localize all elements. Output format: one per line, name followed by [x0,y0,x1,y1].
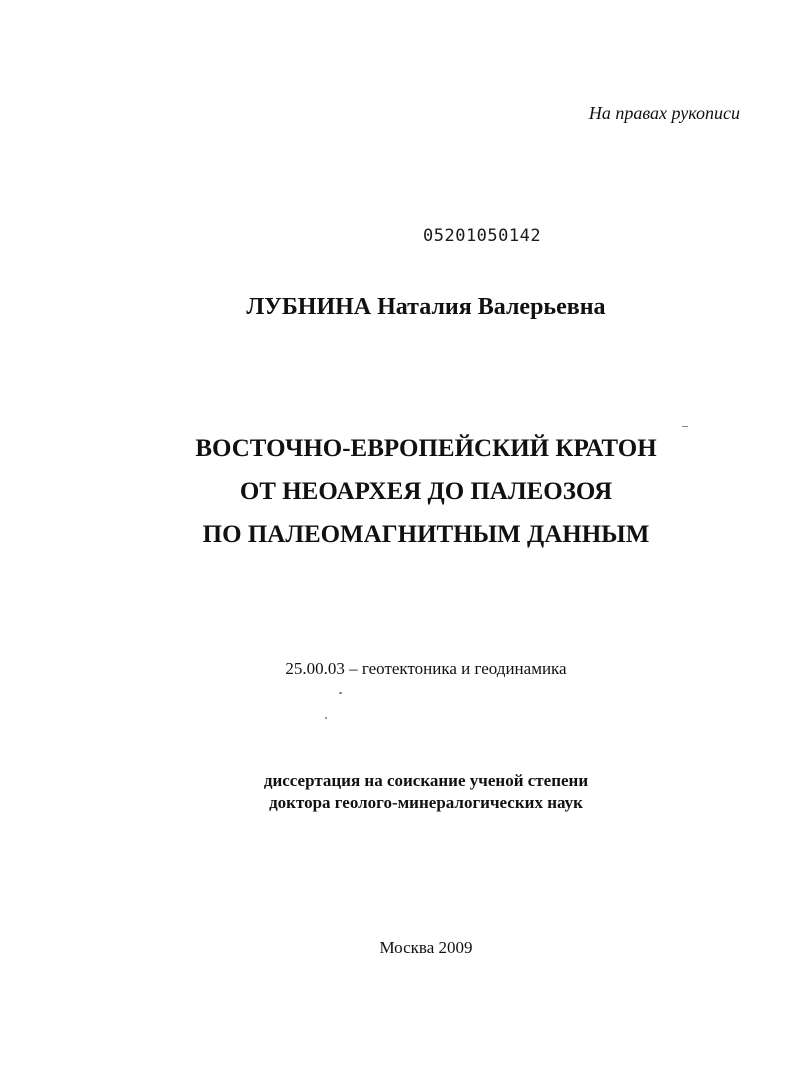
rights-note: На правах рукописи [588,103,740,123]
author-name: ЛУБНИНА Наталия Валерьевна [246,294,606,320]
dissertation-title [0,427,792,556]
degree-statement [0,770,792,814]
library-stamp-number: 05201050142 [423,226,542,246]
place-and-year: Москва 2009 [379,938,473,957]
title-line-2: ОТ НЕОАРХЕЯ ДО ПАЛЕОЗОЯ [239,478,613,505]
title-line-1: ВОСТОЧНО-ЕВРОПЕЙСКИЙ КРАТОН [195,435,657,462]
scan-speck [325,717,327,719]
scan-speck [339,692,342,694]
degree-line-1: диссертация на соискание ученой степени [263,771,589,790]
title-line-3: ПО ПАЛЕОМАГНИТНЫМ ДАННЫМ [202,521,650,548]
degree-line-2: доктора геолого-минералогических наук [269,793,583,812]
specialty-code: 25.00.03 – геотектоника и геодинамика [285,659,567,678]
scan-mark [682,426,688,427]
